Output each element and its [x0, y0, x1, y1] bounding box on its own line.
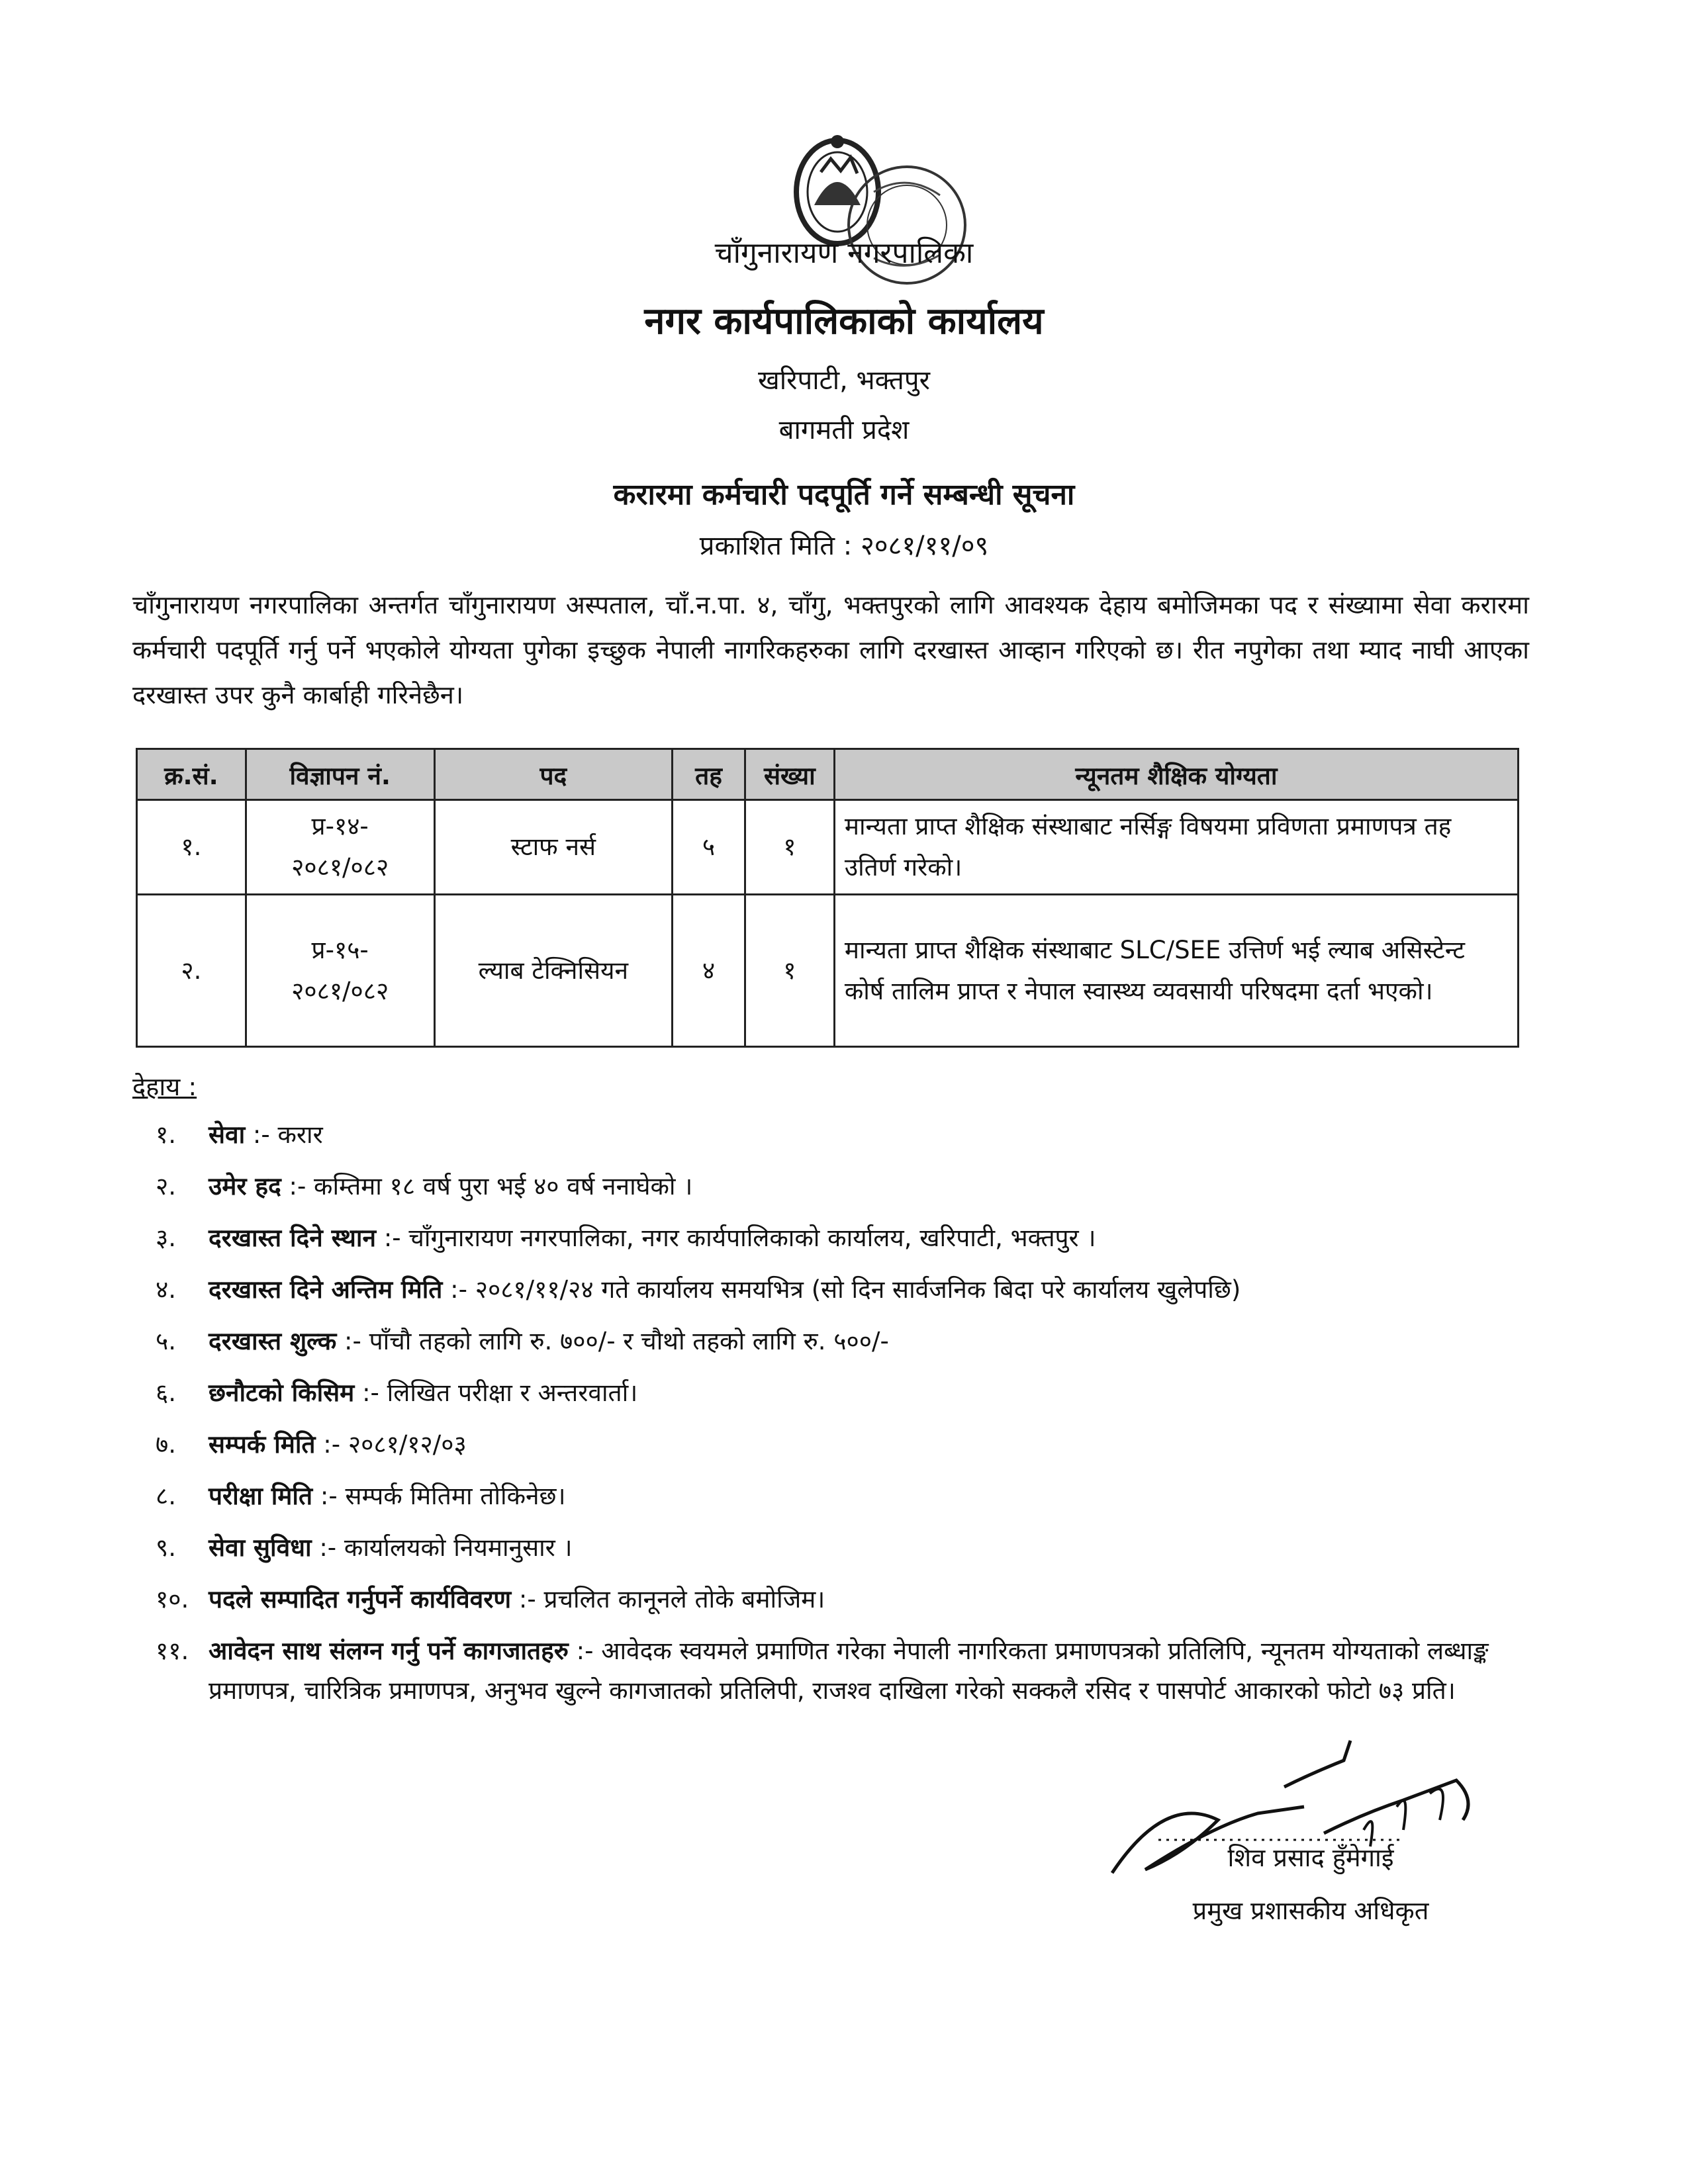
list-item	[156, 1425, 1532, 1465]
item-number: ९.	[156, 1533, 177, 1562]
cell-sn: २.	[137, 895, 246, 1047]
list-item	[156, 1477, 1532, 1516]
item-label: सम्पर्क मिति	[209, 1430, 316, 1459]
item-label: दरखास्त दिने अन्तिम मिति	[209, 1275, 443, 1304]
cell-adv-no	[246, 800, 434, 895]
list-item	[156, 1322, 1532, 1361]
item-label: सेवा	[209, 1120, 246, 1149]
org-name: चाँगुनारायण नगरपालिका	[714, 236, 974, 270]
header-count: संख्या	[745, 749, 834, 800]
list-item	[156, 1218, 1532, 1258]
item-number: ३.	[156, 1224, 177, 1252]
province: बागमती प्रदेश	[778, 415, 910, 445]
signer-name: शिव प्रसाद हुँमेगाई	[1227, 1843, 1394, 1872]
item-label: छनौटको किसिम	[209, 1379, 355, 1407]
header-qualification: न्यूनतम शैक्षिक योग्यता	[834, 749, 1518, 800]
item-label: पदले सम्पादित गर्नुपर्ने कार्यविवरण	[209, 1585, 512, 1614]
adv-no-line2: २०८१/०८२	[291, 853, 389, 882]
header-adv-no: विज्ञापन नं.	[246, 749, 434, 800]
table-header-row	[137, 749, 1519, 800]
cell-qualification: मान्यता प्राप्त शैक्षिक संस्थाबाट SLC/SEE उत्तिर्ण भई ल्याब असिस्टेन्ट कोर्ष तालिम प्राप्त र नेपाल स्वास्थ्य व्यवसायी परिषदमा दर्ता भएको।	[834, 895, 1518, 1047]
signer-title: प्रमुख प्रशासकीय अधिकृत	[1192, 1896, 1429, 1925]
item-text: :- लिखित परीक्षा र अन्तरवार्ता।	[354, 1379, 638, 1407]
notice-title: करारमा कर्मचारी पदपूर्ति गर्ने सम्बन्धी सूचना	[613, 478, 1075, 512]
item-number: १.	[156, 1120, 177, 1149]
cell-level: ५	[673, 800, 745, 895]
office-name: नगर कार्यपालिकाको कार्यालय	[644, 300, 1044, 343]
cell-sn: १.	[137, 800, 246, 895]
municipal-seal-icon	[774, 132, 973, 298]
header-post: पद	[434, 749, 673, 800]
list-item	[156, 1167, 1532, 1206]
cell-level: ४	[673, 895, 745, 1047]
item-label: उमेर हद	[209, 1172, 281, 1201]
item-label: आवेदन साथ संलग्न गर्नु पर्ने कागजातहरु	[209, 1637, 569, 1665]
item-number: ११.	[156, 1637, 189, 1665]
item-text: :- २०८१/११/२४ गते कार्यालय समयभित्र (सो दिन सार्वजनिक बिदा परे कार्यालय खुलेपछि)	[442, 1275, 1241, 1304]
header-sn: क्र.सं.	[137, 749, 246, 800]
item-label: सेवा सुविधा	[209, 1533, 312, 1562]
adv-no-line2: २०८१/०८२	[291, 976, 389, 1005]
list-item	[156, 1631, 1532, 1711]
item-text: :- चाँगुनारायण नगरपालिका, नगर कार्यपालिकाको कार्यालय, खरिपाटी, भक्तपुर ।	[376, 1224, 1096, 1252]
list-item	[156, 1270, 1532, 1310]
item-number: ७.	[156, 1430, 177, 1459]
cell-count: १	[745, 895, 834, 1047]
cell-post: ल्याब टेक्निसियन	[434, 895, 673, 1047]
item-number: ४.	[156, 1275, 177, 1304]
item-text: :- सम्पर्क मितिमा तोकिनेछ।	[312, 1482, 566, 1510]
cell-post: स्टाफ नर्स	[434, 800, 673, 895]
item-number: ८.	[156, 1482, 177, 1510]
item-text: :- आवेदक स्वयमले प्रमाणित गरेका नेपाली नागरिकता प्रमाणपत्रको प्रतिलिपि, न्यूनतम योग्यताको लब्धाङ्क प्रमाणपत्र, चारित्रिक प्रमाणपत्र, अनुभव खुल्ने कागजातको प्रतिलिपी, राजश्व दाखिला गरेको सक्कलै रसिद र पासपोर्ट आकारको फोटो ७३ प्रति।	[209, 1637, 1489, 1705]
cell-qualification: मान्यता प्राप्त शैक्षिक संस्थाबाट नर्सिङ्ग विषयमा प्रविणता प्रमाणपत्र तह उतिर्ण गरेको।	[834, 800, 1518, 895]
published-date: प्रकाशित मिति : २०८१/११/०९	[699, 531, 989, 561]
item-number: २.	[156, 1172, 177, 1201]
item-text: :- प्रचलित कानूनले तोके बमोजिम।	[511, 1585, 825, 1614]
table-row	[137, 800, 1519, 895]
office-address: खरिपाटी, भक्तपुर	[758, 365, 930, 396]
item-label: दरखास्त दिने स्थान	[209, 1224, 377, 1252]
list-item	[156, 1528, 1532, 1568]
adv-no-line1: प्र-१४-	[311, 812, 369, 841]
cell-adv-no	[246, 895, 434, 1047]
table-row	[137, 895, 1519, 1047]
terms-list	[156, 1115, 1532, 1723]
item-text: :- कम्तिमा १८ वर्ष पुरा भई ४० वर्ष ननाघेको ।	[281, 1172, 693, 1201]
terms-heading: देहाय :	[132, 1072, 197, 1101]
cell-count: १	[745, 800, 834, 895]
list-item	[156, 1115, 1532, 1155]
item-text: :- पाँचौ तहको लागि रु. ७००/- र चौथो तहको लागि रु. ५००/-	[336, 1327, 889, 1355]
item-number: ६.	[156, 1379, 177, 1407]
positions-table	[136, 748, 1519, 1048]
list-item	[156, 1580, 1532, 1619]
item-text: :- करार	[245, 1120, 323, 1149]
adv-no-line1: प्र-१५-	[311, 935, 369, 964]
list-item	[156, 1373, 1532, 1413]
item-label: परीक्षा मिति	[209, 1482, 313, 1510]
item-number: १०.	[156, 1585, 189, 1614]
header-level: तह	[673, 749, 745, 800]
item-text: :- २०८१/१२/०३	[315, 1430, 467, 1459]
item-number: ५.	[156, 1327, 177, 1355]
item-label: दरखास्त शुल्क	[209, 1327, 337, 1355]
item-text: :- कार्यालयको नियमानुसार ।	[311, 1533, 573, 1562]
intro-paragraph: चाँगुनारायण नगरपालिका अन्तर्गत चाँगुनारायण अस्पताल, चाँ.न.पा. ४, चाँगु, भक्तपुरको लागि आवश्यक देहाय बमोजिमका पद र संख्यामा सेवा करारमा कर्मचारी पदपूर्ति गर्नु पर्ने भएकोले योग्यता पुगेका इच्छुक नेपाली नागरिकहरुका लागि दरखास्त आव्हान गरिएको छ। रीत नपुगेका तथा म्याद नाघी आएका दरखास्त उपर कुनै कार्बाही गरिनेछैन।	[132, 590, 1529, 709]
signature-icon	[1086, 1714, 1516, 1913]
